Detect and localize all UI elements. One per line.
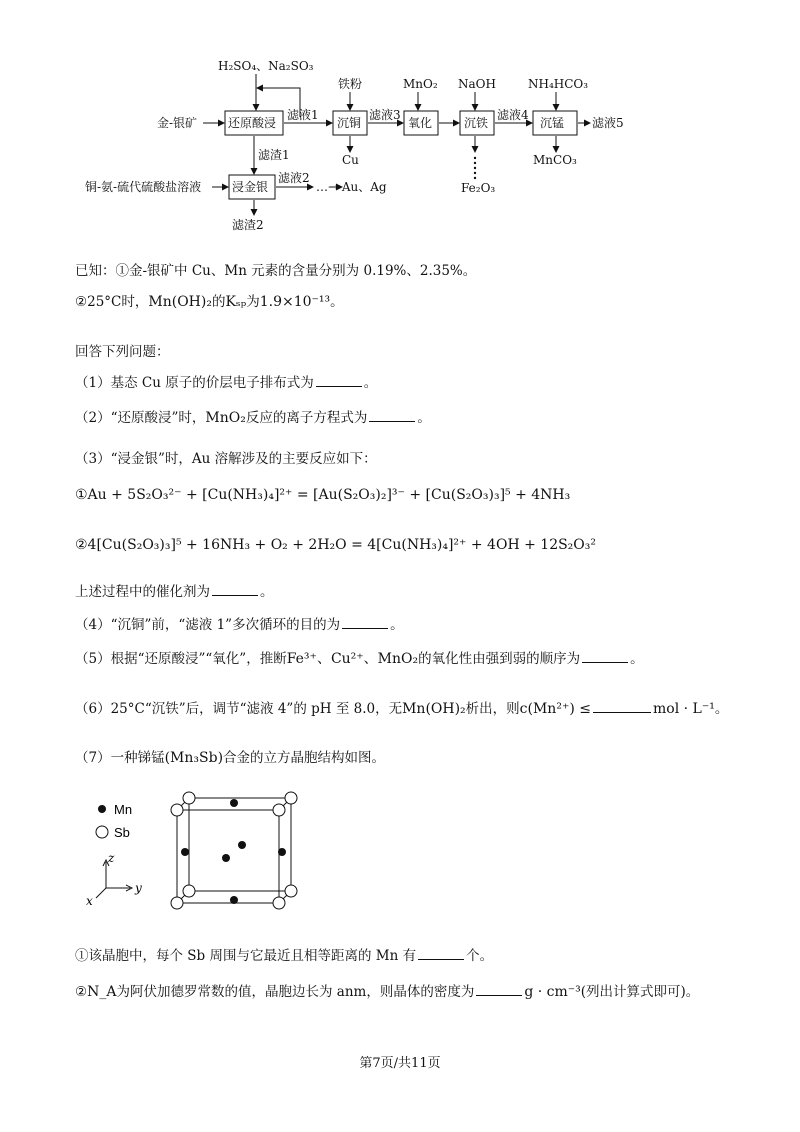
question-7a-text: ①该晶胞中，每个 Sb 周围与它最近且相等距离的 Mn 有 — [75, 948, 417, 964]
box-ox-label: 氧化 — [408, 116, 433, 130]
question-1-end: 。 — [363, 375, 378, 391]
question-1-text: （1）基态 Cu 原子的价层电子排布式为 — [75, 375, 314, 391]
question-2-text: （2）“还原酸浸”时， — [75, 410, 206, 426]
mn-atoms — [181, 799, 286, 904]
question-2-formula: MnO₂ — [205, 410, 246, 426]
question-6-mid: 析出，则 — [465, 701, 520, 717]
question-7a-end: 个。 — [466, 948, 494, 964]
question-2-post: 反应的离子方程式为 — [245, 410, 368, 426]
question-7-formula: (Mn₃Sb) — [164, 750, 224, 766]
known-line-2-pre: ②25°C时， — [75, 294, 149, 310]
question-7 — [75, 750, 385, 767]
filtrate1-label: 滤液1 — [287, 108, 319, 122]
output-fe2o3: Fe₂O₃ — [461, 181, 496, 195]
question-7b-avogadro: N_A — [87, 984, 117, 1000]
known-line-1-text: 已知：①金-银矿中 Cu、Mn 元素的含量分别为 0.19%、2.35%。 — [75, 263, 477, 279]
known-line-2-mid: 的 — [211, 294, 226, 310]
question-5 — [75, 650, 644, 668]
axis-z-label: z — [108, 851, 115, 865]
question-7a — [75, 947, 493, 964]
question-5-post: 的氧化性由强到弱的顺序为 — [418, 651, 581, 667]
answer-blank-3[interactable] — [212, 583, 258, 596]
equation-2: ②4[Cu(S₂O₃)₃]⁵ + 16NH₃ + O₂ + 2H₂O = 4[Cu(NH₃)₄]²⁺ + 4OH + 12S₂O₃² — [75, 537, 597, 553]
known-line-2-end: 。 — [330, 294, 344, 310]
question-6 — [75, 700, 728, 718]
question-7b-end: (列出计算式即可)。 — [580, 984, 700, 1000]
box-mn-label: 沉锰 — [540, 116, 565, 130]
known-line-2 — [75, 294, 344, 311]
axis-y-label: y — [135, 881, 142, 895]
box-fe-label: 沉铁 — [464, 116, 489, 130]
question-2 — [75, 409, 431, 427]
questions-intro: 回答下列问题： — [75, 344, 170, 360]
question-7b-prefix: ② — [75, 984, 88, 1000]
question-6-text: （6）25°C“沉铁”后，调节“滤液 4”的 pH 至 8.0，无 — [75, 701, 403, 717]
reagent-iron: 铁粉 — [338, 77, 363, 91]
reagent-naoh: NaOH — [458, 77, 496, 91]
box-cu-label: 沉铜 — [337, 116, 362, 130]
legend-mn-label: Mn — [114, 802, 133, 817]
raw-ore-label: 金-银矿 — [157, 116, 198, 130]
answer-blank-7a[interactable] — [418, 947, 464, 960]
output-cu: Cu — [342, 153, 359, 167]
answer-blank-1[interactable] — [316, 374, 362, 387]
question-3-tail — [75, 583, 274, 600]
page-footer: 第7页/共11页 — [359, 1056, 441, 1071]
process-flowchart — [0, 0, 800, 240]
known-formula-mnoh2: Mn(OH)₂ — [148, 294, 212, 310]
question-7-text: （7）一种锑锰 — [75, 750, 165, 766]
filtrate5-label: 滤液5 — [592, 116, 624, 130]
leach-solution-label: 铜-氨-硫代硫酸盐溶液 — [85, 180, 202, 194]
question-4-text: （4）“沉铜”前，“滤液 1”多次循环的目的为 — [75, 617, 341, 633]
axes — [96, 860, 132, 898]
answer-blank-2[interactable] — [369, 409, 415, 422]
reagent-mno2: MnO₂ — [403, 77, 438, 91]
equation-1: ①Au + 5S₂O₃²⁻ + [Cu(NH₃)₄]²⁺ = [Au(S₂O₃)₂]³⁻ + [Cu(S₂O₃)₃]⁵ + 4NH₃ — [75, 487, 571, 503]
answer-blank-7b[interactable] — [476, 983, 522, 996]
question-5-formula: Fe³⁺、Cu²⁺、MnO₂ — [286, 651, 419, 667]
legend-sb-label: Sb — [114, 825, 130, 840]
question-6-end: 。 — [714, 701, 729, 717]
question-1 — [75, 374, 377, 391]
question-4 — [75, 616, 404, 633]
question-7b — [75, 983, 699, 1001]
residue1-label: 滤渣1 — [258, 148, 290, 162]
filtrate2-label: 滤液2 — [278, 171, 310, 185]
answer-blank-4[interactable] — [342, 616, 388, 629]
question-7-post: 合金的立方晶胞结构如图。 — [223, 750, 386, 766]
box-leach-label: 浸金银 — [232, 180, 269, 194]
legend — [96, 802, 132, 840]
product-au-ag: …→ Au、Ag — [316, 180, 387, 194]
known-ksp: Kₛₚ — [225, 294, 247, 310]
question-6-concentration: c(Mn²⁺) ≤ — [519, 701, 591, 717]
legend-sb-marker — [96, 826, 108, 838]
known-line-1 — [75, 263, 476, 279]
question-4-end: 。 — [390, 617, 404, 633]
question-7b-unit: g · cm⁻³ — [524, 984, 581, 1000]
axis-x-label: x — [86, 894, 93, 908]
question-3-tail-end: 。 — [260, 584, 274, 600]
question-6-formula: Mn(OH)₂ — [402, 701, 466, 717]
question-5-end: 。 — [630, 651, 644, 667]
known-ksp-value: 1.9×10⁻¹³ — [259, 294, 331, 310]
answer-blank-5[interactable] — [582, 650, 628, 663]
known-line-2-wei: 为 — [246, 294, 260, 310]
question-6-unit: mol · L⁻¹ — [652, 701, 715, 717]
question-3-tail-text: 上述过程中的催化剂为 — [75, 584, 210, 600]
output-mnco3: MnCO₃ — [533, 153, 577, 167]
filtrate4-label: 滤液4 — [497, 108, 529, 122]
answer-blank-6[interactable] — [593, 700, 651, 713]
reagent-h2so4: H₂SO₄、Na₂SO₃ — [218, 59, 314, 73]
question-3: （3）“浸金银”时，Au 溶解涉及的主要反应如下： — [75, 451, 377, 467]
residue2-label: 滤渣2 — [232, 218, 264, 232]
crystal-cell-figure — [80, 790, 320, 915]
reagent-nh4hco3: NH₄HCO₃ — [528, 77, 589, 91]
legend-mn-marker — [98, 805, 106, 813]
filtrate3-label: 滤液3 — [369, 108, 401, 122]
box-reduce-label: 还原酸浸 — [228, 116, 277, 130]
question-2-end: 。 — [417, 410, 431, 426]
question-5-text: （5）根据“还原酸浸”“氧化”，推断 — [75, 651, 287, 667]
question-7b-text: 为阿伏加德罗常数的值，晶胞边长为 anm，则晶体的密度为 — [116, 984, 475, 1000]
